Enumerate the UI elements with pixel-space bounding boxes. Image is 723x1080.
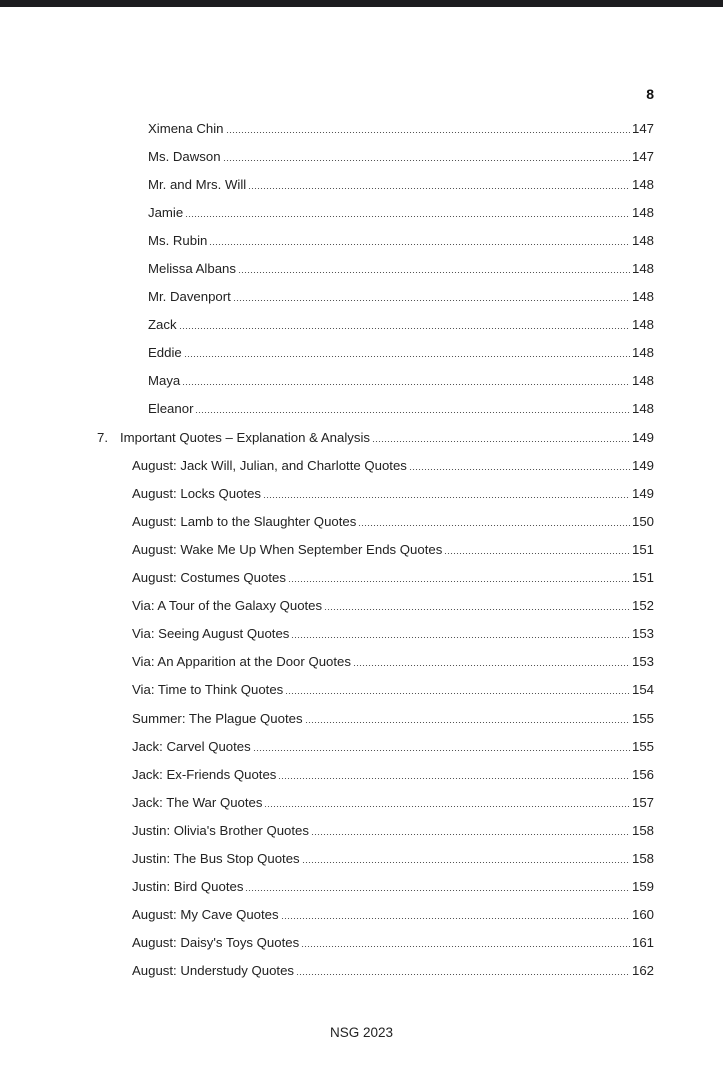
toc-entry-title: Ximena Chin xyxy=(148,120,224,136)
toc-entry[interactable] xyxy=(0,367,723,395)
toc-entry-title: Zack xyxy=(148,317,177,333)
toc-entry-title: Jack: Carvel Quotes xyxy=(132,738,251,754)
toc-entry-page: 153 xyxy=(631,626,654,642)
toc-entry-page: 148 xyxy=(631,176,654,192)
toc-entry[interactable] xyxy=(0,816,723,844)
toc-entry-page: 155 xyxy=(631,738,654,754)
toc-entry-title: Melissa Albans xyxy=(148,261,236,277)
toc-entry-title: Via: Seeing August Quotes xyxy=(132,626,290,642)
toc-entry-title: Justin: Olivia's Brother Quotes xyxy=(132,822,309,838)
toc-entry-page: 159 xyxy=(631,879,654,895)
toc-dot-leader xyxy=(324,609,630,610)
toc-entry-title: Ms. Rubin xyxy=(148,232,208,248)
toc-entry[interactable] xyxy=(0,311,723,339)
page-number: 8 xyxy=(646,86,654,102)
toc-entry[interactable] xyxy=(0,788,723,816)
toc-entry[interactable] xyxy=(0,114,723,142)
toc-entry-title: August: Locks Quotes xyxy=(132,485,262,501)
toc-entry-page: 147 xyxy=(631,120,654,136)
toc-entry-page: 157 xyxy=(631,794,654,810)
top-bar xyxy=(0,0,723,7)
toc-entry-title: August: Daisy's Toys Quotes xyxy=(132,935,300,951)
toc-entry[interactable] xyxy=(0,170,723,198)
toc-entry[interactable] xyxy=(0,564,723,592)
toc-dot-leader xyxy=(182,384,630,385)
toc-entry-page: 158 xyxy=(631,850,654,866)
toc-entry-title: Jamie xyxy=(148,204,184,220)
toc-entry-title: August: Wake Me Up When September Ends Quotes xyxy=(132,541,443,557)
toc-dot-leader xyxy=(372,441,630,442)
toc-entry-page: 149 xyxy=(631,457,654,473)
toc-entry[interactable] xyxy=(0,929,723,957)
toc-dot-leader xyxy=(358,525,630,526)
toc-dot-leader xyxy=(223,160,630,161)
toc-entry-page: 155 xyxy=(631,710,654,726)
toc-entry[interactable] xyxy=(0,535,723,563)
toc-entry[interactable] xyxy=(0,254,723,282)
toc-entry-title: Eddie xyxy=(148,345,182,361)
toc-dot-leader xyxy=(296,974,630,975)
table-of-contents xyxy=(0,114,723,985)
toc-entry-page: 148 xyxy=(631,289,654,305)
toc-entry-title: Via: Time to Think Quotes xyxy=(132,682,284,698)
toc-dot-leader xyxy=(285,693,630,694)
toc-entry-page: 148 xyxy=(631,317,654,333)
toc-entry-title: Via: A Tour of the Galaxy Quotes xyxy=(132,598,323,614)
toc-dot-leader xyxy=(301,946,630,947)
toc-entry[interactable] xyxy=(0,283,723,311)
toc-dot-leader xyxy=(305,722,630,723)
toc-entry[interactable] xyxy=(0,226,723,254)
toc-entry-page: 148 xyxy=(631,401,654,417)
toc-entry-title: Justin: The Bus Stop Quotes xyxy=(132,850,300,866)
toc-dot-leader xyxy=(264,806,630,807)
toc-entry[interactable] xyxy=(0,339,723,367)
toc-dot-leader xyxy=(245,890,630,891)
toc-entry-page: 149 xyxy=(631,485,654,501)
toc-dot-leader xyxy=(288,581,630,582)
toc-entry-title: Important Quotes – Explanation & Analysis xyxy=(120,429,370,445)
toc-entry-title: August: Costumes Quotes xyxy=(132,570,286,586)
toc-entry-title: Eleanor xyxy=(148,401,194,417)
toc-entry[interactable] xyxy=(0,507,723,535)
toc-entry-page: 149 xyxy=(631,429,654,445)
toc-dot-leader xyxy=(263,497,630,498)
toc-entry[interactable] xyxy=(0,873,723,901)
toc-dot-leader xyxy=(248,188,630,189)
toc-dot-leader xyxy=(226,132,630,133)
toc-entry[interactable] xyxy=(0,479,723,507)
toc-entry-page: 148 xyxy=(631,204,654,220)
toc-entry-page: 148 xyxy=(631,373,654,389)
toc-dot-leader xyxy=(302,862,630,863)
toc-dot-leader xyxy=(209,244,630,245)
toc-entry[interactable] xyxy=(0,423,723,451)
toc-entry-number: 7. xyxy=(97,429,108,445)
toc-entry-page: 153 xyxy=(631,654,654,670)
toc-entry[interactable] xyxy=(0,760,723,788)
toc-entry-page: 150 xyxy=(631,513,654,529)
page-footer: NSG 2023 xyxy=(329,1025,394,1040)
toc-dot-leader xyxy=(281,918,630,919)
toc-entry-title: August: My Cave Quotes xyxy=(132,907,279,923)
toc-entry-title: August: Lamb to the Slaughter Quotes xyxy=(132,513,357,529)
toc-entry-page: 156 xyxy=(631,766,654,782)
toc-dot-leader xyxy=(184,356,630,357)
toc-dot-leader xyxy=(278,778,630,779)
toc-entry-page: 147 xyxy=(631,148,654,164)
toc-entry[interactable] xyxy=(0,901,723,929)
toc-dot-leader xyxy=(311,834,630,835)
toc-dot-leader xyxy=(179,328,630,329)
toc-dot-leader xyxy=(195,412,630,413)
toc-dot-leader xyxy=(238,272,630,273)
toc-entry-title: Maya xyxy=(148,373,181,389)
toc-entry-title: Justin: Bird Quotes xyxy=(132,879,244,895)
toc-entry-title: Mr. and Mrs. Will xyxy=(148,176,247,192)
toc-dot-leader xyxy=(291,637,630,638)
toc-entry-title: Jack: The War Quotes xyxy=(132,794,263,810)
toc-entry-page: 161 xyxy=(631,935,654,951)
toc-entry[interactable] xyxy=(0,592,723,620)
toc-dot-leader xyxy=(409,469,630,470)
toc-entry[interactable] xyxy=(0,676,723,704)
toc-entry-page: 151 xyxy=(631,570,654,586)
toc-entry-page: 158 xyxy=(631,822,654,838)
toc-entry-title: Mr. Davenport xyxy=(148,289,231,305)
toc-entry-page: 151 xyxy=(631,541,654,557)
toc-entry-page: 148 xyxy=(631,345,654,361)
toc-dot-leader xyxy=(185,216,630,217)
toc-entry[interactable] xyxy=(0,142,723,170)
toc-dot-leader xyxy=(353,665,630,666)
toc-dot-leader xyxy=(444,553,630,554)
toc-entry[interactable] xyxy=(0,844,723,872)
toc-entry[interactable] xyxy=(0,198,723,226)
toc-entry[interactable] xyxy=(0,395,723,423)
toc-entry-title: Ms. Dawson xyxy=(148,148,221,164)
toc-entry[interactable] xyxy=(0,648,723,676)
toc-entry-title: August: Jack Will, Julian, and Charlotte Quotes xyxy=(132,457,407,473)
toc-entry[interactable] xyxy=(0,451,723,479)
toc-entry-page: 154 xyxy=(631,682,654,698)
toc-entry-title: Jack: Ex-Friends Quotes xyxy=(132,766,277,782)
toc-entry-page: 152 xyxy=(631,598,654,614)
toc-entry-title: Via: An Apparition at the Door Quotes xyxy=(132,654,351,670)
toc-entry-page: 160 xyxy=(631,907,654,923)
toc-dot-leader xyxy=(233,300,630,301)
toc-dot-leader xyxy=(253,750,630,751)
toc-entry-title: August: Understudy Quotes xyxy=(132,963,295,979)
toc-entry[interactable] xyxy=(0,704,723,732)
toc-entry-page: 162 xyxy=(631,963,654,979)
toc-entry-title: Summer: The Plague Quotes xyxy=(132,710,303,726)
toc-entry[interactable] xyxy=(0,620,723,648)
toc-entry-page: 148 xyxy=(631,232,654,248)
toc-entry-page: 148 xyxy=(631,261,654,277)
toc-entry[interactable] xyxy=(0,732,723,760)
toc-entry[interactable] xyxy=(0,957,723,985)
